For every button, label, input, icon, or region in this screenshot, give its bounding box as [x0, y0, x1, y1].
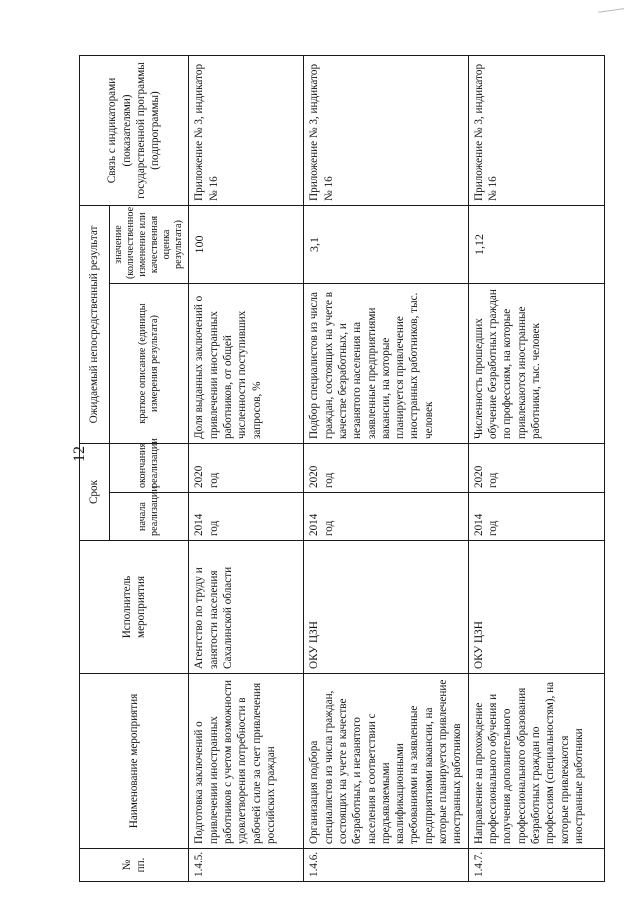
row-start: 2014 год	[304, 493, 469, 541]
row-end: 2020 год	[468, 444, 604, 493]
header-result-value: значение (количественное изменение или качественная оценка результата)	[110, 205, 189, 283]
row-executor: ОКУ ЦЗН	[304, 541, 469, 674]
row-desc: Подбор специалистов из числа граждан, состоящих на учете в качестве безработных, и незанятого населения на заявленные предприятиями вакансии, на которые планируется привлечение иностранных работников, тыс. человек	[304, 284, 469, 444]
header-name: Наименование мероприятия	[80, 674, 189, 849]
row-start: 2014 год	[189, 493, 304, 541]
row-end: 2020 год	[189, 444, 304, 493]
table-row	[189, 55, 304, 881]
measures-table	[79, 55, 605, 882]
row-executor: Агентство по труду и занятости населения Сахалинской области	[189, 541, 304, 674]
row-num: 1.4.7.	[468, 849, 604, 882]
row-start: 2014 год	[468, 493, 604, 541]
table-row	[304, 55, 469, 881]
row-desc: Численность прошедших обучение безработных граждан по профессиям, на которые привлекаются иностранные работники, тыс. человек	[468, 284, 604, 444]
header-link: Связь с индикаторами (показателями) государственной программы (подпрограммы)	[80, 55, 189, 205]
row-num: 1.4.5.	[189, 849, 304, 882]
row-value: 3,1	[304, 205, 469, 283]
row-num: 1.4.6.	[304, 849, 469, 882]
header-result: Ожидаемый непосредственный результат	[80, 205, 110, 443]
row-value: 1,12	[468, 205, 604, 283]
row-name: Подготовка заключений о привлечении иностранных работников с учетом возможности удовлетворения потребности в рабочей силе за счет привлечения российских граждан	[189, 674, 304, 849]
row-link: Приложение № 3, индикатор № 16	[468, 55, 604, 205]
measures-table-rotated	[79, 56, 584, 882]
row-name: Направление на прохождение профессионального обучения и получения дополнительного профессионального образования безработных граждан по профессиям (специальностям), на которые привлекаются иностранные работники	[468, 674, 604, 849]
header-term-end: окончания реализации	[110, 444, 189, 493]
row-name: Организация подбора специалистов из числа граждан, состоящих на учете в качестве безработных, и незанятого населения в соответствии с предъявляемыми квалификационными требованиями на заявленные предприятиями вакансии, на которые планируется привлечение иностранных работников	[304, 674, 469, 849]
row-desc: Доля выданных заключений о привлечении иностранных работников, от общей численности поступивших запросов, %	[189, 284, 304, 444]
header-result-desc: краткое описание (единицы измерения результата)	[110, 284, 189, 444]
row-value: 100	[189, 205, 304, 283]
header-num: № пп.	[80, 849, 189, 882]
header-term: Срок	[80, 444, 110, 541]
table-row	[468, 55, 604, 881]
row-link: Приложение № 3, индикатор № 16	[189, 55, 304, 205]
header-executor: Исполнитель мероприятия	[80, 541, 189, 674]
row-end: 2020 год	[304, 444, 469, 493]
row-link: Приложение № 3, индикатор № 16	[304, 55, 469, 205]
page-number: 12	[71, 446, 88, 462]
header-term-start: начала реализации	[110, 493, 189, 541]
row-executor: ОКУ ЦЗН	[468, 541, 604, 674]
scan-artifact-mark	[598, 4, 624, 13]
